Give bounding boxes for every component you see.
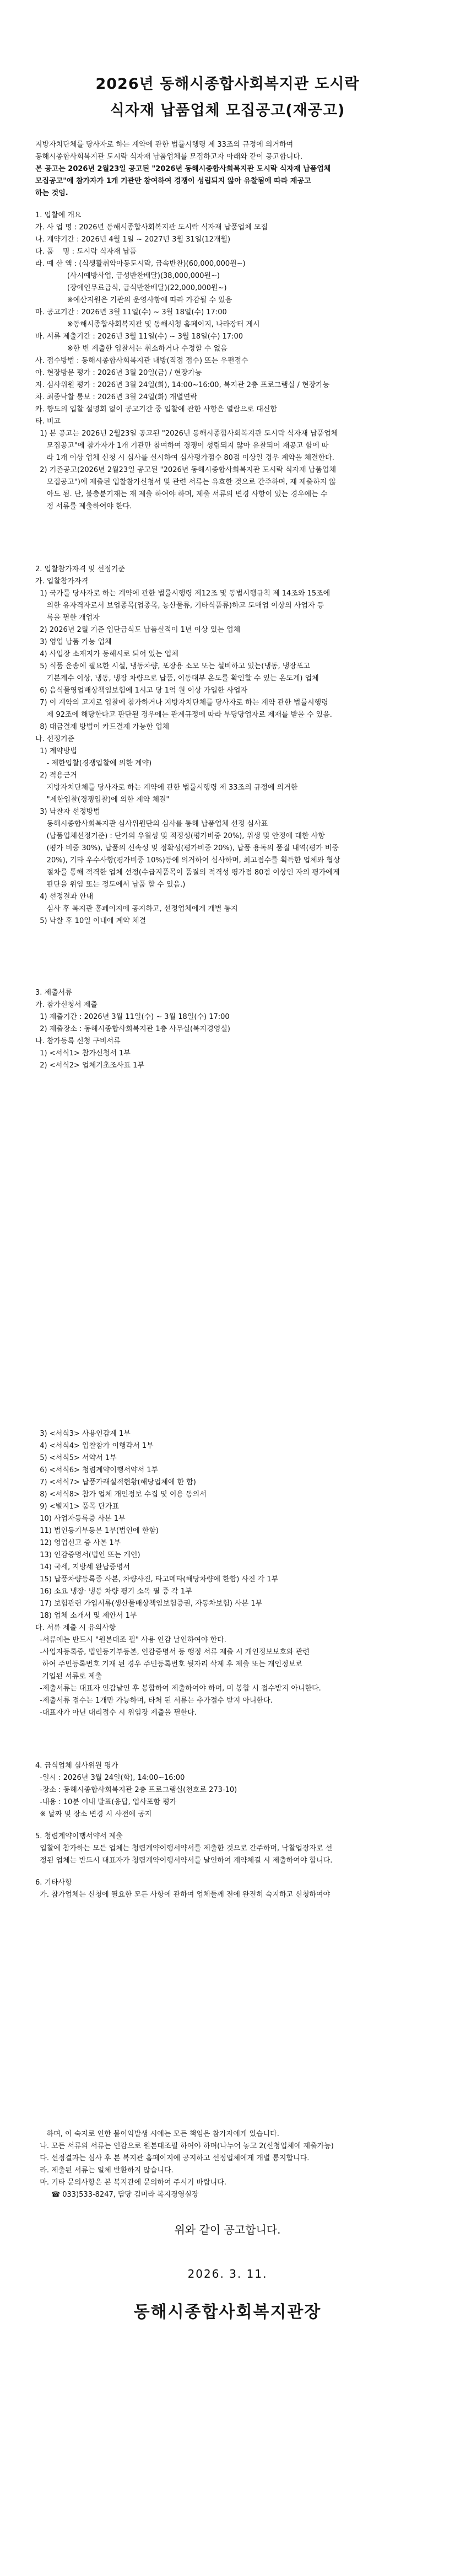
document-title-line2: 식자재 납품업체 모집공고(재공고) xyxy=(110,102,345,119)
sec1-line: 나. 계약기간 : 2026년 4월 1일 ~ 2027년 3월 31일(12개월) xyxy=(35,235,231,244)
sec3_cont-line: 18) 업체 소개서 및 제안서 1부 xyxy=(35,1612,137,1620)
sec1-line: 라. 예 산 액 : (식생활취약아동도시락, 급속반찬)(60,000,000원~) xyxy=(35,260,246,268)
section-evaluation xyxy=(35,1760,421,1821)
sec3_cont-line: 8) <서식8> 참가 업체 개인정보 수집 및 이용 동의서 xyxy=(35,1490,207,1499)
sec6_cont-line: 하며, 이 숙지로 인한 불이익발생 시에는 모든 책임은 참가자에게 있습니다. xyxy=(35,2130,279,2138)
sec2-line: 의한 유자격자로서 보업종목(업종목, 농산물류, 기타식품류)하고 도매업 이상의 사업자 등 xyxy=(35,602,324,610)
section-documents-continued xyxy=(35,1428,421,1719)
sec2-line: 1) 국가를 당사자로 하는 계약에 관한 법률시행령 제12조 및 동법시행규칙 제 14조와 15조에 xyxy=(35,589,331,598)
sec6_cont-line: 마. 기타 문의사항은 본 복지관에 문의하여 주시기 바랍니다. xyxy=(35,2178,226,2187)
closing-statement: 위와 같이 공고합니다. xyxy=(174,2223,281,2236)
section-overview xyxy=(35,210,421,513)
sec3_cont-line: 17) 보험관련 가입서류(생산물배상책임보험증권, 자동차보험) 사본 1부 xyxy=(35,1600,263,1608)
sec3_cont-line: 4) <서식4> 입찰참가 이행각서 1부 xyxy=(35,1442,154,1450)
sec1-line: ※예산지원은 기관의 운영사항에 따라 가감될 수 있음 xyxy=(35,296,232,304)
sec2-line: 동해시종합사회복지관 심사위원단의 심사를 통해 납품업체 선정 심사표 xyxy=(35,820,268,828)
section-other xyxy=(35,1877,421,1901)
sec3_cont-line: -서류에는 반드시 "원본대조 필" 사용 인감 날인하여야 한다. xyxy=(35,1636,226,1644)
sec6_cont-line: 다. 선정결과는 심사 후 본 복지관 홈페이지에 공지하고 선정업체에게 개별 통지합니다. xyxy=(35,2154,310,2162)
sec3_cont-line: 다. 서류 제출 시 유의사항 xyxy=(35,1624,116,1632)
sec2-line: 2) 적용근거 xyxy=(35,771,77,780)
sec2-line: 기본계수 이상, 냉동, 냉장 차량으로 납품, 이동대부 온도를 확인할 수 있는 온도계) 업체 xyxy=(35,674,319,683)
sec2-line: 나. 선정기준 xyxy=(35,735,75,743)
sec3_cont-line: 기입된 서류로 제출 xyxy=(35,1672,102,1681)
intro-paragraph xyxy=(35,139,421,200)
sec1-line: 아. 현장방문 평가 : 2026년 3월 20일(금) / 현장가능 xyxy=(35,369,202,377)
sec2-line: 2. 입찰참가자격 및 선정기준 xyxy=(35,565,125,573)
sec2-line: 심사 후 복지관 홈페이지에 공지하고, 선정업체에게 개별 통지 xyxy=(35,905,238,913)
sec1-line: 차. 최종낙찰 통보 : 2026년 3월 24일(화) 개별연락 xyxy=(35,393,197,401)
sec1-line: 사. 접수방법 : 동해시종합사회복지관 내방(직접 접수) 또는 우편접수 xyxy=(35,357,248,365)
sec2-line: 8) 대금결제 방법이 카드결제 가능한 업체 xyxy=(35,723,170,731)
sec2-line: 3) 낙찰자 선정방법 xyxy=(35,808,100,816)
sec6_cont-line: 나. 모든 서류의 서류는 인감으로 원본대조필 하여야 하며(나누어 놓고 2(신청업체에 제출가능) xyxy=(35,2142,334,2150)
sec1-line: 마. 공고기간 : 2026년 3월 11일(수) ~ 3월 18일(수) 17:00 xyxy=(35,308,227,316)
section-documents xyxy=(35,987,421,1072)
sec3-line: 2) <서식2> 업체기초조사표 1부 xyxy=(35,1061,144,1070)
sec4-line: -일시 : 2026년 3월 24일(화), 14:00~16:00 xyxy=(35,1774,185,1782)
sec2-line: 판단을 위임 또는 정도에서 납품 할 수 있음.) xyxy=(35,881,186,889)
sec2-line: "제한입찰(경쟁입찰)에 의한 계약 체결" xyxy=(35,796,170,804)
sec6-line: 가. 참가업체는 신청에 필요한 모든 사항에 관하여 업체들께 전에 완전히 숙지하고 신청하여야 xyxy=(35,1891,331,1899)
document-title-line1: 2026년 동해시종합사회복지관 도시락 xyxy=(95,76,360,93)
sec1-line: 모집공고"에 참가자가 1개 기관만 참여하여 경쟁이 성립되지 않아 유찰되어 재공고 함에 따 xyxy=(35,442,329,450)
section-integrity-pledge xyxy=(35,1831,421,1867)
sec3_cont-line: 12) 영업신고 증 사본 1부 xyxy=(35,1539,121,1547)
sec4-line: ※ 날짜 및 장소 변경 시 사전에 공지 xyxy=(35,1810,152,1818)
sec2-line: (납품업체선정기준) : 단가의 우월성 및 적정성(평가비중 20%), 위생 및 안정에 대한 사항 xyxy=(35,832,325,840)
sec6-line: 6. 기타사항 xyxy=(35,1879,72,1887)
section-eligibility xyxy=(35,564,421,927)
sec1-line: ※동해시종합사회복지관 및 동해시청 홈페이지, 나라장터 게시 xyxy=(35,320,260,329)
intro-line: 동해시종합사회복지관 도시락 식자재 납품업체를 모집하고자 아래와 같이 공고합니다. xyxy=(35,153,303,161)
sec2-line: 제 92조에 해당한다고 판단될 경우에는 관계규정에 따라 부당당업자로 제재를 받을 수 있음. xyxy=(35,711,332,719)
sec1-line: 라 1개 이상 업체 신청 시 심사를 실시하여 심사평가점수 80점 이상일 경우 계약을 체결한다. xyxy=(35,454,334,462)
sec2-line: 2) 2026년 2월 기준 입단급식도 납품실적이 1년 이상 있는 업체 xyxy=(35,626,241,634)
sec3_cont-line: 13) 인감증명서(법인 또는 개인) xyxy=(35,1551,140,1559)
sec1-line: 다. 품 명 : 도시락 식자재 납품 xyxy=(35,248,137,256)
section-other-continued xyxy=(35,2128,421,2201)
sec3_cont-line: 7) <서식7> 납품가래실적현황(해당업체에 한 함) xyxy=(35,1478,196,1486)
sec2-line: 지방자치단체를 당사자로 하는 계약에 관한 법률시행령 제 33조의 규정에 의거한 xyxy=(35,783,298,792)
sec3_cont-line: 하여 주민등록번호 기재 된 경우 주민등록번호 뒷자리 삭제 후 제출 또는 개인정보로 xyxy=(35,1660,302,1668)
sec1-line: 바. 서류 제출기간 : 2026년 3월 11일(수) ~ 3월 18일(수) 17:00 xyxy=(35,332,243,341)
sec1-line: 1) 본 공고는 2026년 2월23일 공고된 "2026년 동해시종합사회복지관 도시락 식자재 납품업체 xyxy=(35,430,338,438)
sec6_cont-line: ☎ 033)533-8247, 담당 김미라 복지경영실장 xyxy=(35,2191,199,2199)
sec3-line: 3. 제출서류 xyxy=(35,989,72,997)
sec3_cont-line: -제출서류 접수는 1개만 가능하며, 타처 된 서류는 추가접수 받지 아니한다. xyxy=(35,1697,273,1705)
sec4-line: -장소 : 동해시종합사회복지관 2층 프로그램실(천호로 273-10) xyxy=(35,1786,237,1794)
sec2-line: - 제한입찰(경쟁입찰에 의한 계약) xyxy=(35,759,152,768)
sec1-line: 아도 됨. 단, 불충분기재는 재 제출 하여야 하며, 제출 서류의 변경 사항이 있는 경우에는 수 xyxy=(35,490,328,498)
sec2-line: 5) 식품 운송에 필요한 시설, 냉동차량, 포장용 소모 또는 설비하고 있는(냉동, 냉장포고 xyxy=(35,662,310,670)
sec3-line: 가. 참가신청서 제출 xyxy=(35,1001,98,1009)
sec1-line: 타. 비고 xyxy=(35,417,61,426)
intro-line: 하는 것임. xyxy=(35,189,68,197)
sec4-line: 4. 급식업체 심사위원 평가 xyxy=(35,1762,118,1770)
sec2-line: 20%), 기타 우수사항(평가비중 10%)등에 의거하여 심사하며, 최고점수를 획득한 업체와 협상 xyxy=(35,856,340,865)
announcement-date: 2026. 3. 11. xyxy=(187,2267,268,2280)
sec3-line: 나. 참가등록 신청 구비서류 xyxy=(35,1037,121,1045)
sec2-line: 절차를 통해 적격한 업체 선정(수급지품목이 품질의 적격성 평가점 80점 이상인 자의 평가에게 xyxy=(35,868,340,877)
sec1-line: 1. 입찰에 개요 xyxy=(35,211,82,219)
sec3_cont-line: 9) <별지1> 품목 단가표 xyxy=(35,1502,119,1511)
sec3-line: 1) <서식1> 참가신청서 1부 xyxy=(35,1049,131,1058)
sec3_cont-line: 5) <서식5> 서약서 1부 xyxy=(35,1454,117,1462)
sec3_cont-line: 10) 사업자등록증 사본 1부 xyxy=(35,1515,126,1523)
sec1-line: 카. 향도의 입찰 설명회 없이 공고기간 중 입찰에 관한 사항은 열람으로 대신함 xyxy=(35,405,277,414)
sec3_cont-line: -대표자가 아닌 대리접수 시 위임장 제출을 필한다. xyxy=(35,1709,197,1717)
sec3_cont-line: -사업자등록증, 법인등기부등본, 인감증명서 등 행정 서류 제출 시 개인정보보호와 관련 xyxy=(35,1648,310,1656)
sec1-line: ※한 번 제출한 입찰서는 취소하거나 수정할 수 없음 xyxy=(35,345,228,353)
sec2-line: 7) 이 계약의 고지로 입찰에 참가하거나 지방자치단체를 당사자로 하는 계약 관한 법률시행령 xyxy=(35,699,328,707)
sec3_cont-line: 3) <서식3> 사용인감계 1부 xyxy=(35,1430,131,1438)
intro-line: 본 공고는 2026년 2월23일 공고된 "2026년 동해시종합사회복지관 도시락 식자재 납품업체 xyxy=(35,165,331,173)
sec3_cont-line: 14) 국세, 지방세 완납증명서 xyxy=(35,1563,130,1571)
sec1-line: (장애인무료급식, 급식반찬배달)(22,000,000원~) xyxy=(35,284,227,292)
sec3_cont-line: 11) 법인등기부등본 1부(법인에 한함) xyxy=(35,1527,159,1535)
sec3-line: 2) 제출장소 : 동해시종합사회복지관 1층 사무실(복지경영실) xyxy=(35,1025,230,1033)
sec5-line: 5. 청렴계약이행서약서 제출 xyxy=(35,1832,123,1840)
sec1-line: 자. 심사위원 평가 : 2026년 3월 24일(화), 14:00~16:00, 복지관 2층 프로그램실 / 현장가능 xyxy=(35,381,330,389)
sec1-line: 가. 사 업 명 : 2026년 동해시종합사회복지관 도시락 식자재 납품업체 모집 xyxy=(35,223,268,232)
sec1-line: (사시예방사업, 급성반찬배달)(38,000,000원~) xyxy=(35,272,220,280)
sec3_cont-line: 6) <서식6> 청렴계약이행서약서 1부 xyxy=(35,1466,159,1474)
sec6_cont-line: 라. 제출된 서류는 일체 반환하지 않습니다. xyxy=(35,2166,174,2175)
sec5-line: 입찰에 참가하는 모든 업체는 청렴계약이행서약서를 제출한 것으로 간주하며, 낙찰업장자로 선 xyxy=(35,1844,333,1853)
intro-line: 모집공고"에 참가자가 1개 기관만 참여하여 경쟁이 성립되지 않아 유찰됨에 따라 재공고 xyxy=(35,177,311,185)
sec2-line: 4) 사업장 소재지가 동해시로 되어 있는 업체 xyxy=(35,650,178,658)
sec2-line: 3) 영업 납품 가능 업체 xyxy=(35,638,112,646)
sec3_cont-line: -제출서류는 대표자 인감날인 후 봉합하여 제출하여야 하며, 미 봉합 시 접수받지 아니한다. xyxy=(35,1684,321,1693)
sec2-line: (평가 비중 30%), 납품의 신속성 및 정확성(평가비중 20%), 납품 용독의 품질 내역(평가 비중 xyxy=(35,844,339,852)
sec2-line: 4) 선정결과 안내 xyxy=(35,893,94,901)
sec2-line: 가. 입찰참가자격 xyxy=(35,577,89,586)
sec1-line: 정 서류를 제출하여야 한다. xyxy=(35,502,132,511)
sec5-line: 정된 업체는 반드시 대표자가 청렴계약이행서약서를 날인하여 계약체결 시 제출하여야 합니다. xyxy=(35,1856,333,1865)
sec3_cont-line: 16) 소요 냉장· 냉동 차량 평기 소독 필 증 각 1부 xyxy=(35,1587,192,1596)
sec1-line: 2) 기존공고(2026년 2월23일 공고된 "2026년 동해시종합사회복지관 도시락 식자재 납품업체 xyxy=(35,466,336,474)
issuing-organization: 동해시종합사회복지관장 xyxy=(133,2303,322,2322)
sec2-line: 록을 필한 개업자 xyxy=(35,614,100,622)
sec2-line: 1) 계약방법 xyxy=(35,747,77,755)
sec2-line: 6) 음식물영업배상책임보험에 1시고 당 1억 원 이상 가입한 사업자 xyxy=(35,686,248,695)
sec3-line: 1) 제출기간 : 2026년 3월 11일(수) ~ 3월 18일(수) 17:00 xyxy=(35,1013,230,1021)
intro-line: 지방자치단체를 당사자로 하는 계약에 관한 법률시행령 제 33조의 규정에 의거하여 xyxy=(35,141,294,149)
sec1-line: 모집공고")에 제출된 입찰참가신청서 및 관련 서류는 유효한 것으로 간주하며, 재 제출하지 않 xyxy=(35,478,336,486)
sec2-line: 5) 낙찰 후 10일 이내에 계약 체결 xyxy=(35,917,147,925)
sec4-line: -내용 : 10분 이내 발표(응답, 업사포함 평가 xyxy=(35,1798,177,1806)
sec3_cont-line: 15) 납품차량등록증 사본, 차량사진, 타고메타(해당차량에 한함) 사진 각 1부 xyxy=(35,1575,279,1584)
